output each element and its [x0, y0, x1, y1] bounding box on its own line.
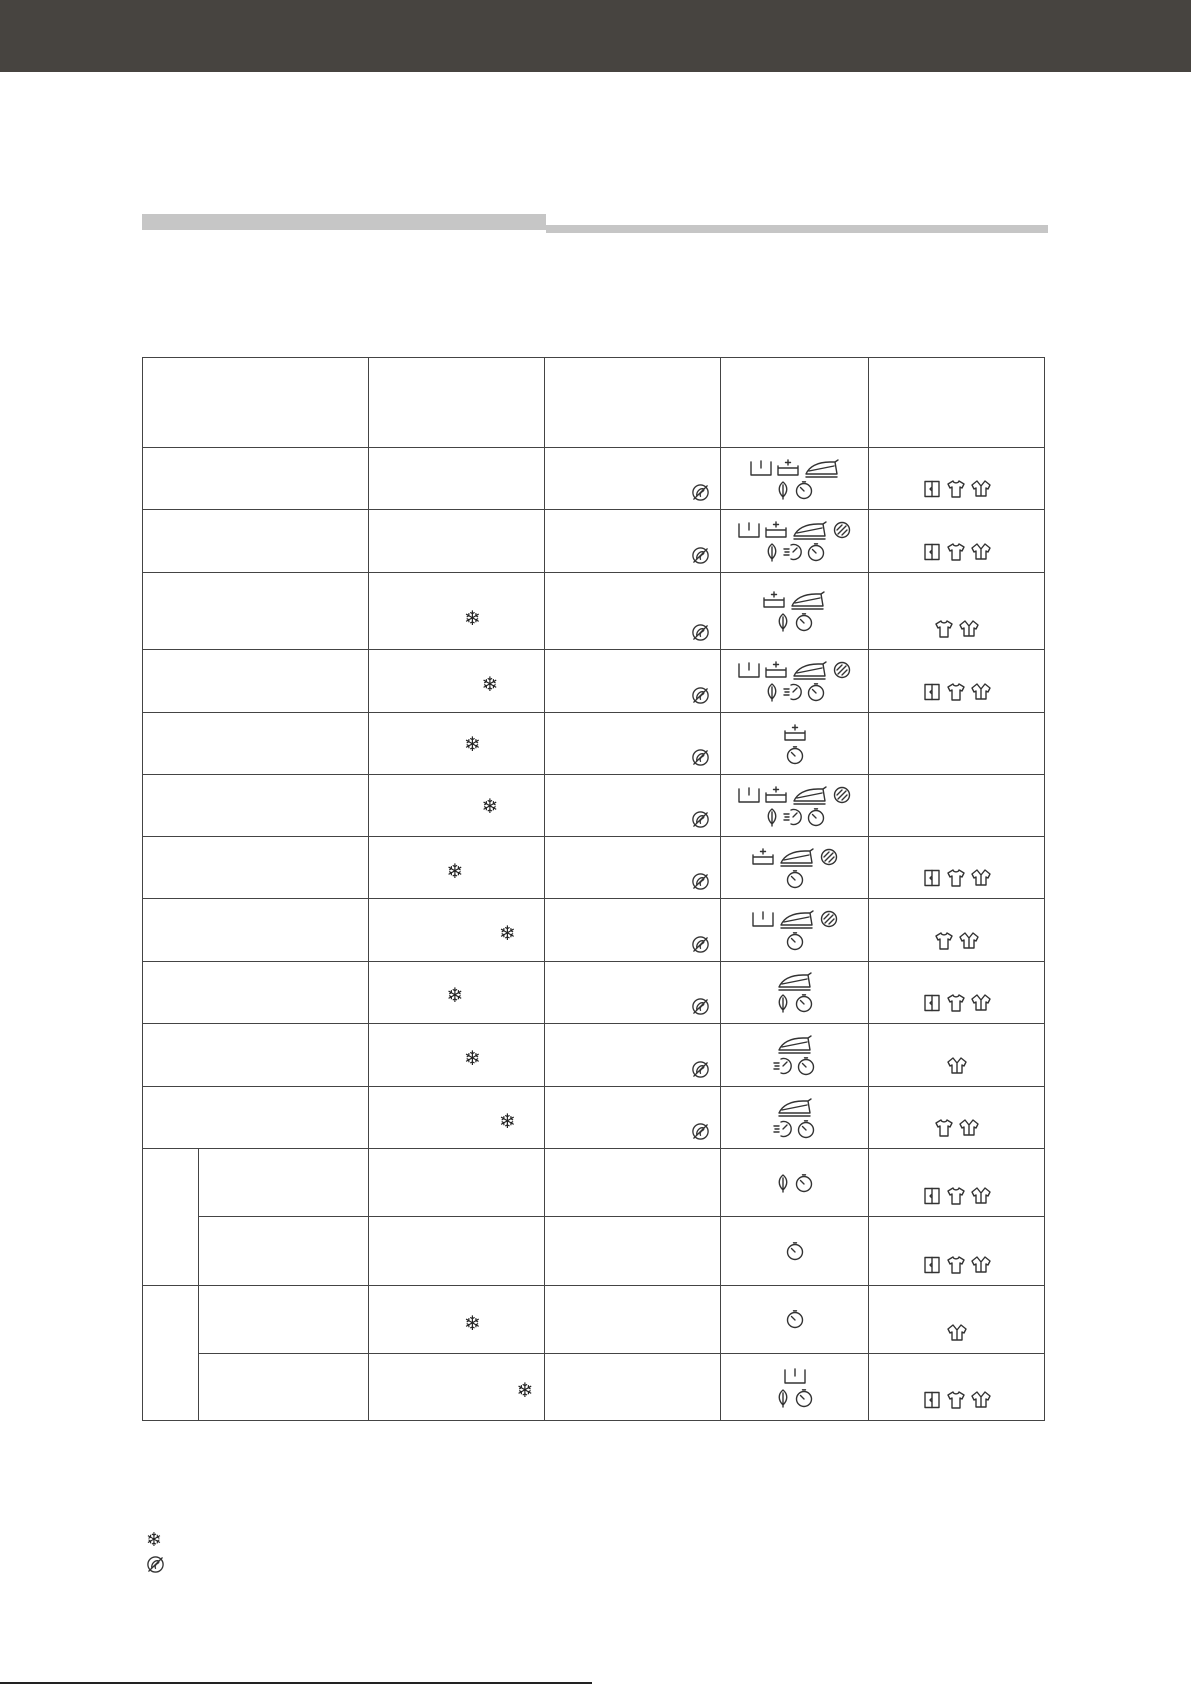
timer-icon	[806, 682, 826, 702]
options-icons	[721, 909, 868, 951]
stain-icon	[832, 660, 852, 680]
programme-cell	[143, 837, 369, 899]
no-tumble-dry-icon	[691, 623, 710, 642]
eco-icon	[775, 612, 791, 632]
table-row	[143, 899, 1045, 961]
speed-icon	[773, 1056, 793, 1076]
fabric-cell	[869, 572, 1045, 649]
no-tumble-dry-icon	[691, 748, 710, 767]
timer-icon	[785, 1241, 805, 1261]
spin-cell	[545, 837, 721, 899]
eco-icon	[775, 1388, 791, 1408]
options-cell	[721, 510, 869, 572]
spin-cell	[545, 1285, 721, 1353]
table-row	[143, 572, 1045, 649]
programme-cell	[143, 1087, 369, 1149]
spin-cell	[545, 649, 721, 712]
shirt-icon	[946, 1255, 966, 1275]
snowflake-icon: ❄	[481, 671, 499, 696]
spin-cell	[545, 712, 721, 774]
table-row	[143, 1217, 1045, 1285]
temperature-cell	[369, 1217, 545, 1285]
programme-cell	[143, 775, 369, 837]
temperature-cell	[369, 510, 545, 572]
timer-icon	[806, 807, 826, 827]
options-cell	[721, 649, 869, 712]
fabric-cell	[869, 1353, 1045, 1420]
jacket-icon	[970, 868, 992, 888]
prewash-icon	[764, 520, 788, 540]
snowflake-icon: ❄	[446, 858, 464, 883]
fabric-cell	[869, 775, 1045, 837]
temperature-cell	[369, 961, 545, 1023]
towel-icon	[922, 542, 942, 562]
spin-cell	[545, 448, 721, 510]
towel-icon	[922, 682, 942, 702]
programme-cell	[143, 899, 369, 961]
snowflake-icon: ❄	[499, 921, 516, 946]
temperature-cell	[369, 712, 545, 774]
options-icons	[721, 785, 868, 827]
speed-icon	[783, 542, 803, 562]
programme-cell	[143, 510, 369, 572]
no-tumble-dry-icon	[691, 483, 710, 502]
prewash-icon	[751, 847, 775, 867]
jacket-icon	[970, 1255, 992, 1275]
prewash-icon	[764, 785, 788, 805]
prewash-icon	[783, 723, 807, 743]
fabric-icons	[869, 619, 1044, 639]
programme-cell	[199, 1217, 369, 1285]
temperature-cell	[369, 1087, 545, 1149]
shirt-icon	[946, 542, 966, 562]
fabric-cell	[869, 837, 1045, 899]
start-delay-icon	[737, 660, 761, 680]
table-row	[143, 1149, 1045, 1217]
legend	[146, 1527, 165, 1579]
spin-cell	[545, 510, 721, 572]
snowflake-icon: ❄	[464, 606, 481, 631]
fabric-icons	[869, 1186, 1044, 1206]
table-row	[143, 448, 1045, 510]
temperature-cell	[369, 775, 545, 837]
footer-rule	[0, 1682, 592, 1684]
group-cell	[143, 1285, 199, 1420]
temperature-cell	[369, 572, 545, 649]
fabric-cell	[869, 961, 1045, 1023]
timer-icon	[785, 1309, 805, 1329]
speed-icon	[773, 1119, 793, 1139]
jacket-icon	[970, 682, 992, 702]
header-cell-spin	[545, 358, 721, 448]
ironing-icon	[791, 660, 829, 680]
prewash-icon	[776, 458, 800, 478]
spin-cell	[545, 1087, 721, 1149]
towel-icon	[922, 479, 942, 499]
fabric-icons	[869, 993, 1044, 1013]
jacket-icon	[970, 479, 992, 499]
no-tumble-dry-icon	[691, 810, 710, 829]
towel-icon	[922, 1390, 942, 1410]
options-icons	[721, 1097, 868, 1139]
table-row	[143, 649, 1045, 712]
snowflake-icon: ❄	[481, 793, 499, 818]
shirt-icon	[946, 868, 966, 888]
ironing-icon	[776, 971, 814, 991]
fabric-icons	[869, 1255, 1044, 1275]
start-delay-icon	[737, 785, 761, 805]
start-delay-icon	[751, 909, 775, 929]
timer-icon	[794, 480, 814, 500]
temperature-cell	[369, 1023, 545, 1086]
temperature-cell	[369, 448, 545, 510]
jacket-icon	[970, 1390, 992, 1410]
programme-cell	[143, 1023, 369, 1086]
options-cell	[721, 1087, 869, 1149]
fabric-cell	[869, 1285, 1045, 1353]
header-cell-programme	[143, 358, 369, 448]
prewash-icon	[764, 660, 788, 680]
temperature-cell	[369, 1285, 545, 1353]
fabric-icons	[869, 479, 1044, 499]
shirt-icon	[934, 1118, 954, 1138]
temperature-cell	[369, 837, 545, 899]
table-row	[143, 1023, 1045, 1086]
timer-icon	[785, 869, 805, 889]
options-icons	[721, 1309, 868, 1329]
prewash-icon	[762, 590, 786, 610]
options-icons	[721, 847, 868, 889]
timer-icon	[794, 612, 814, 632]
speed-icon	[783, 682, 803, 702]
table-row	[143, 510, 1045, 572]
timer-icon	[806, 542, 826, 562]
timer-icon	[794, 993, 814, 1013]
header-cell-fabric	[869, 358, 1045, 448]
options-icons	[721, 1241, 868, 1261]
programme-cell	[143, 572, 369, 649]
section-rule-thin	[546, 225, 1048, 233]
snowflake-icon: ❄	[499, 1108, 516, 1133]
group-cell	[143, 1149, 199, 1285]
table-header-row	[143, 358, 1045, 448]
options-cell	[721, 1023, 869, 1086]
fabric-icons	[869, 868, 1044, 888]
table-row	[143, 837, 1045, 899]
fabric-cell	[869, 1149, 1045, 1217]
ironing-icon	[803, 458, 841, 478]
temperature-cell	[369, 649, 545, 712]
spin-cell	[545, 1023, 721, 1086]
programme-cell	[199, 1353, 369, 1420]
ironing-icon	[776, 1034, 814, 1054]
spin-cell	[545, 775, 721, 837]
snowflake-icon: ❄	[464, 731, 481, 756]
fabric-icons	[869, 1056, 1044, 1076]
no-tumble-dry-icon	[691, 1122, 710, 1141]
ironing-icon	[778, 909, 816, 929]
eco-icon	[775, 480, 791, 500]
options-icons	[721, 723, 868, 765]
no-tumble-dry-icon	[691, 872, 710, 891]
jacket-icon	[958, 1118, 980, 1138]
eco-icon	[775, 1173, 791, 1193]
ironing-icon	[789, 590, 827, 610]
ironing-icon	[778, 847, 816, 867]
eco-icon	[764, 807, 780, 827]
no-tumble-dry-icon	[146, 1555, 165, 1578]
eco-icon	[764, 542, 780, 562]
timer-icon	[785, 931, 805, 951]
timer-icon	[794, 1388, 814, 1408]
options-cell	[721, 837, 869, 899]
legend-row	[146, 1553, 165, 1579]
fabric-cell	[869, 510, 1045, 572]
towel-icon	[922, 1186, 942, 1206]
speed-icon	[783, 807, 803, 827]
legend-row	[146, 1527, 165, 1553]
jacket-icon	[970, 1186, 992, 1206]
timer-icon	[796, 1119, 816, 1139]
fabric-cell	[869, 1023, 1045, 1086]
timer-icon	[796, 1056, 816, 1076]
table-row	[143, 1285, 1045, 1353]
jacket-icon	[946, 1056, 968, 1076]
programme-cell	[199, 1149, 369, 1217]
temperature-cell	[369, 1353, 545, 1420]
stain-icon	[819, 909, 839, 929]
start-delay-icon	[749, 458, 773, 478]
options-cell	[721, 572, 869, 649]
fabric-icons	[869, 542, 1044, 562]
options-cell	[721, 961, 869, 1023]
spin-cell	[545, 961, 721, 1023]
options-cell	[721, 1217, 869, 1285]
header-cell-options	[721, 358, 869, 448]
no-tumble-dry-icon	[691, 935, 710, 954]
fabric-cell	[869, 712, 1045, 774]
temperature-cell	[369, 1149, 545, 1217]
fabric-cell	[869, 649, 1045, 712]
fabric-cell	[869, 1087, 1045, 1149]
shirt-icon	[934, 931, 954, 951]
header-bar	[0, 0, 1191, 72]
options-icons	[721, 520, 868, 562]
towel-icon	[922, 1255, 942, 1275]
fabric-icons	[869, 682, 1044, 702]
options-icons	[721, 1034, 868, 1076]
shirt-icon	[946, 1186, 966, 1206]
table-row	[143, 1353, 1045, 1420]
spin-cell	[545, 1217, 721, 1285]
jacket-icon	[958, 931, 980, 951]
fabric-icons	[869, 1118, 1044, 1138]
options-cell	[721, 1149, 869, 1217]
programme-cell	[143, 448, 369, 510]
no-tumble-dry-icon	[691, 546, 710, 565]
jacket-icon	[946, 1323, 968, 1343]
spin-cell	[545, 899, 721, 961]
spin-cell	[545, 1149, 721, 1217]
snowflake-icon: ❄	[516, 1378, 534, 1403]
options-cell	[721, 448, 869, 510]
shirt-icon	[934, 619, 954, 639]
stain-icon	[832, 785, 852, 805]
spin-cell	[545, 1353, 721, 1420]
programme-cell	[143, 961, 369, 1023]
shirt-icon	[946, 682, 966, 702]
no-tumble-dry-icon	[691, 997, 710, 1016]
options-cell	[721, 712, 869, 774]
options-icons	[721, 1366, 868, 1408]
fabric-icons	[869, 1323, 1044, 1343]
eco-icon	[764, 682, 780, 702]
options-icons	[721, 1173, 868, 1193]
snowflake-icon: ❄	[464, 1046, 481, 1071]
fabric-cell	[869, 1217, 1045, 1285]
ironing-icon	[791, 785, 829, 805]
temperature-cell	[369, 899, 545, 961]
table-row	[143, 775, 1045, 837]
options-cell	[721, 1353, 869, 1420]
eco-icon	[775, 993, 791, 1013]
programme-cell	[143, 712, 369, 774]
fabric-icons	[869, 1390, 1044, 1410]
towel-icon	[922, 868, 942, 888]
table-row	[143, 712, 1045, 774]
snowflake-icon: ❄	[464, 1310, 481, 1335]
towel-icon	[922, 993, 942, 1013]
options-cell	[721, 775, 869, 837]
stain-icon	[832, 520, 852, 540]
table-row	[143, 961, 1045, 1023]
section-rule-thick	[142, 214, 546, 230]
timer-icon	[785, 745, 805, 765]
programme-cell	[199, 1285, 369, 1353]
jacket-icon	[958, 619, 980, 639]
no-tumble-dry-icon	[691, 686, 710, 705]
snowflake-icon: ❄	[446, 983, 464, 1008]
timer-icon	[794, 1173, 814, 1193]
shirt-icon	[946, 993, 966, 1013]
shirt-icon	[946, 479, 966, 499]
ironing-icon	[791, 520, 829, 540]
options-icons	[721, 590, 868, 632]
stain-icon	[819, 847, 839, 867]
no-tumble-dry-icon	[691, 1060, 710, 1079]
options-cell	[721, 899, 869, 961]
jacket-icon	[970, 993, 992, 1013]
snowflake-icon: ❄	[146, 1529, 162, 1551]
ironing-icon	[776, 1097, 814, 1117]
start-delay-icon	[737, 520, 761, 540]
fabric-cell	[869, 448, 1045, 510]
options-icons	[721, 458, 868, 500]
spin-cell	[545, 572, 721, 649]
programme-cell	[143, 649, 369, 712]
start-delay-icon	[783, 1366, 807, 1386]
options-icons	[721, 660, 868, 702]
table-row	[143, 1087, 1045, 1149]
jacket-icon	[970, 542, 992, 562]
header-cell-temperature	[369, 358, 545, 448]
programme-table	[142, 357, 1045, 1421]
options-cell	[721, 1285, 869, 1353]
fabric-cell	[869, 899, 1045, 961]
options-icons	[721, 971, 868, 1013]
fabric-icons	[869, 931, 1044, 951]
shirt-icon	[946, 1390, 966, 1410]
